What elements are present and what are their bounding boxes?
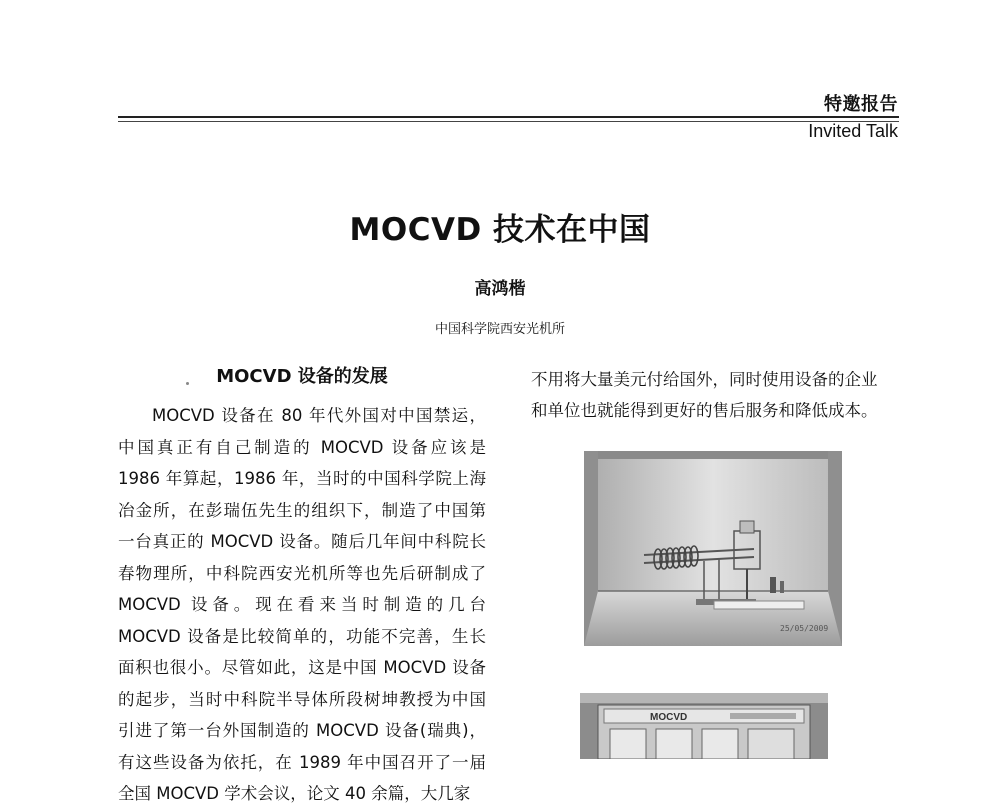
left-column-body — [118, 400, 486, 810]
body-line: MOCVD 设备是比较简单的，功能不完善，生长 — [118, 626, 486, 646]
body-line: 全国 MOCVD 学术会议，论文 40 余篇，大几家 — [118, 784, 471, 803]
body-line: 一台真正的 MOCVD 设备。随后几年间中科院长 — [118, 532, 486, 551]
mocvd-apparatus-photo — [584, 451, 842, 646]
body-line: 的起步，当时中科院半导体所段树坤教授为中国 — [118, 689, 486, 709]
journal-section-en: Invited Talk — [808, 121, 898, 141]
author-affiliation: 中国科学院西安光机所 — [434, 322, 565, 337]
section-heading: MOCVD 设备的发展 — [216, 366, 388, 387]
mocvd-equipment-photo — [580, 693, 828, 759]
photo-date-stamp: 25/05/2009 — [780, 624, 829, 633]
body-line: 不用将大量美元付给国外，同时使用设备的企业 — [531, 370, 878, 389]
body-line: MOCVD 设备在 80 年代外国对中国禁运， — [152, 406, 486, 425]
body-line: 中国真正有自己制造的 MOCVD 设备应该是 — [118, 437, 486, 457]
header-rule-thin — [118, 121, 899, 122]
author-name: 高鸿楷 — [474, 279, 526, 299]
paper-title: MOCVD 技术在中国 — [349, 212, 651, 248]
body-line: 引进了第一台外国制造的 MOCVD 设备(瑞典)， — [118, 721, 486, 740]
journal-section-cn: 特邀报告 — [824, 94, 898, 115]
body-line: 面积也很小。尽管如此，这是中国 MOCVD 设备 — [118, 658, 486, 677]
body-line: MOCVD 设备。现在看来当时制造的几台 — [118, 595, 486, 614]
mocvd-equipment-illustration — [580, 693, 828, 759]
body-line: 1986 年算起，1986 年，当时的中国科学院上海 — [118, 469, 486, 488]
equipment-sign: MOCVD — [650, 712, 688, 723]
mocvd-apparatus-illustration — [584, 451, 842, 646]
header-rule-thick — [118, 116, 899, 118]
body-line: 有这些设备为依托，在 1989 年中国召开了一届 — [118, 752, 486, 772]
body-line: 和单位也就能得到更好的售后服务和降低成本。 — [531, 401, 878, 420]
right-column-body — [531, 364, 901, 426]
body-line: 春物理所，中科院西安光机所等也先后研制成了 — [118, 563, 486, 583]
body-line: 冶金所，在彭瑞伍先生的组织下，制造了中国第 — [118, 500, 486, 520]
